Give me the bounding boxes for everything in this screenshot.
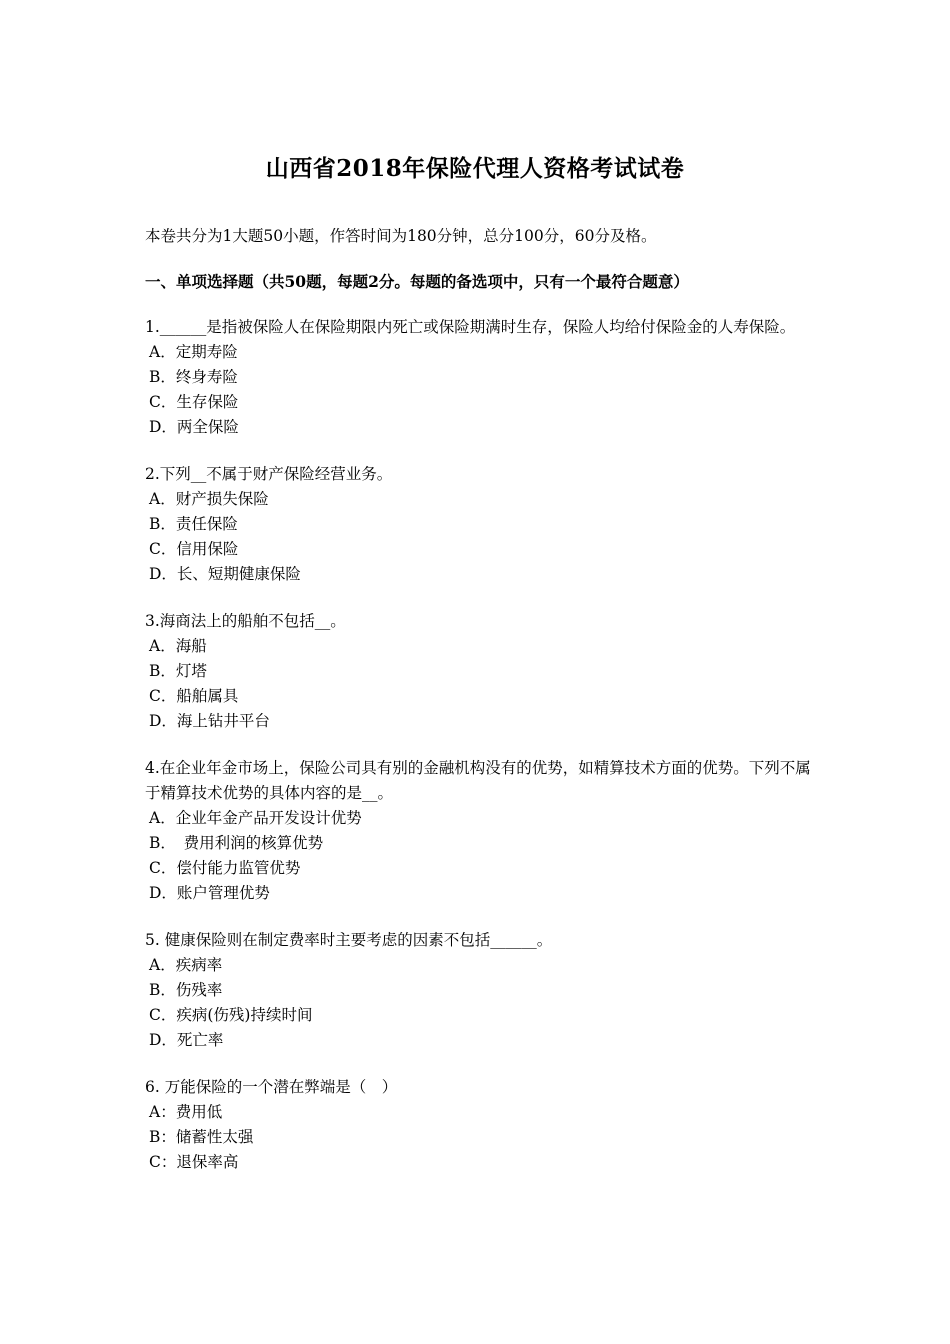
option-a: A．财产损失保险 [149,490,269,508]
option-list [145,1100,815,1175]
option-d: D．账户管理优势 [149,884,270,902]
option-d: D．长、短期健康保险 [149,565,301,583]
option-b: B．伤残率 [149,981,223,999]
option-b: B：储蓄性太强 [149,1128,254,1146]
question-3 [145,609,815,734]
option-c: C．船舶属具 [149,687,239,705]
option-c: C：退保率高 [149,1153,239,1171]
option-b: B． 费用利润的核算优势 [149,834,324,852]
question-stem: 3.海商法上的船舶不包括__。 [145,612,346,630]
question-stem: 6. 万能保险的一个潜在弊端是（ ） [145,1078,398,1096]
question-stem: 4.在企业年金市场上，保险公司具有别的金融机构没有的优势，如精算技术方面的优势。下列不属于精算技术优势的具体内容的是__。 [145,759,811,802]
question-6 [145,1075,815,1175]
option-c: C．生存保险 [149,393,239,411]
option-list [145,634,815,734]
option-list [145,487,815,587]
option-a: A．疾病率 [149,956,223,974]
option-a: A．海船 [149,637,207,655]
option-a: A：费用低 [149,1103,223,1121]
section-heading: 一、单项选择题（共50题，每题2分。每题的备选项中，只有一个最符合题意） [145,272,689,291]
question-stem: 2.下列__不属于财产保险经营业务。 [145,465,393,483]
document-body [145,224,815,1197]
option-list [145,340,815,440]
option-d: D．海上钻井平台 [149,712,270,730]
option-d: D．死亡率 [149,1031,224,1049]
document-title: 山西省2018年保险代理人资格考试试卷 [265,155,685,182]
option-list [145,953,815,1053]
option-a: A．企业年金产品开发设计优势 [149,809,362,827]
option-c: C．偿付能力监管优势 [149,859,301,877]
question-2 [145,462,815,587]
option-b: B．终身寿险 [149,368,238,386]
option-a: A．定期寿险 [149,343,238,361]
option-b: B．责任保险 [149,515,238,533]
option-d: D．两全保险 [149,418,239,436]
option-c: C．信用保险 [149,540,239,558]
question-stem: 1.______是指被保险人在保险期限内死亡或保险期满时生存，保险人均给付保险金的人寿保险。 [145,318,796,336]
exam-intro: 本卷共分为1大题50小题，作答时间为180分钟，总分100分，60分及格。 [145,227,657,245]
option-list [145,806,815,906]
question-stem: 5. 健康保险则在制定费率时主要考虑的因素不包括______。 [145,931,553,949]
question-1 [145,315,815,440]
option-c: C．疾病(伤残)持续时间 [149,1006,313,1024]
option-b: B．灯塔 [149,662,207,680]
question-4 [145,756,815,906]
question-5 [145,928,815,1053]
